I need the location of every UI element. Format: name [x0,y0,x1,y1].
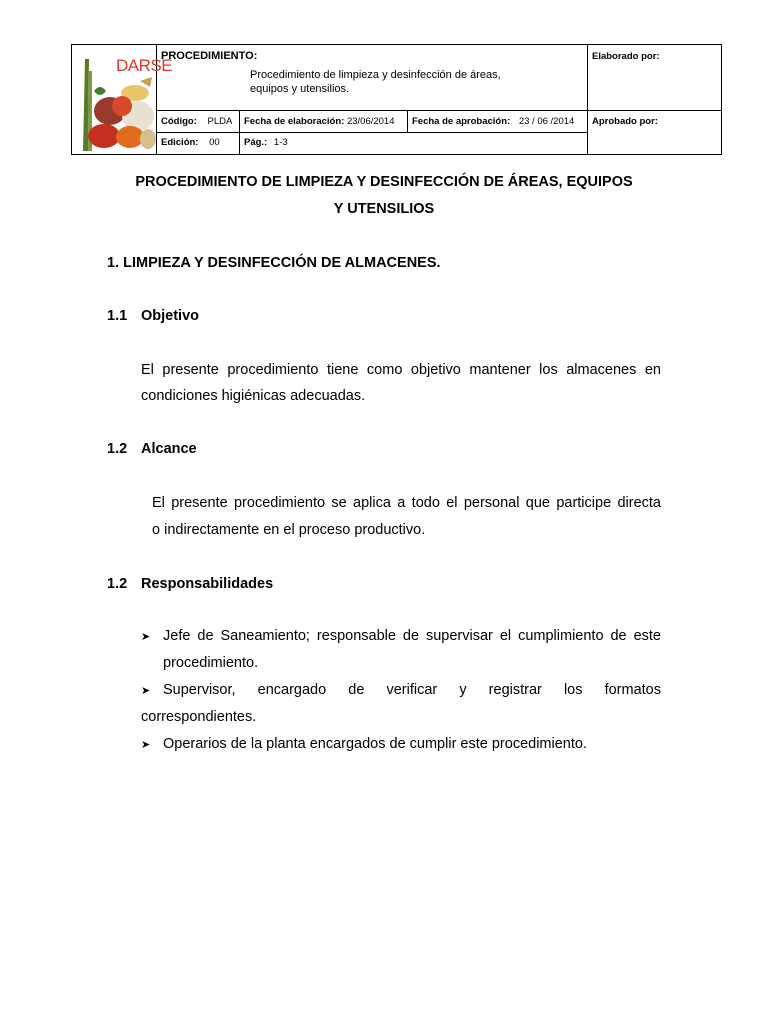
pagina-value: 1-3 [273,137,288,148]
edicion-field [161,137,220,149]
responsabilidad-1-line1: Jefe de Saneamiento; responsable de supervisar el cumplimiento de este [163,628,661,644]
document-title-line1: PROCEDIMIENTO DE LIMPIEZA Y DESINFECCIÓN DE ÁREAS, EQUIPOS [135,174,633,190]
section-1-heading: 1. LIMPIEZA Y DESINFECCIÓN DE ALMACENES. [107,255,441,271]
procedimiento-line1: Procedimiento de limpieza y desinfección de áreas, [250,69,501,81]
arrowhead-bullet-icon: ➤ [141,631,151,643]
arrowhead-bullet-icon: ➤ [141,685,151,697]
procedimiento-label: PROCEDIMIENTO: [161,50,258,62]
fecha-aprobacion-field [412,116,574,128]
section-1-2-heading: Alcance [141,441,197,457]
edicion-value: 00 [209,137,220,148]
section-1-2-number: 1.2 [107,441,128,457]
document-header-table [71,44,722,155]
pagina-field [244,137,288,149]
codigo-value: PLDA [207,116,233,127]
fecha-elaboracion-field [244,116,395,128]
elaborado-por-label: Elaborado por: [592,51,660,62]
table-divider [156,132,587,133]
fecha-aprobacion-value: 23 / 06 /2014 [518,116,575,127]
company-logo [80,51,173,151]
section-1-3-number: 1.2 [107,576,128,592]
alcance-text-line1: El presente procedimiento se aplica a todo el personal que participe directa [152,495,661,511]
arrowhead-bullet-icon: ➤ [141,739,151,751]
aprobado-por-label: Aprobado por: [592,116,658,127]
objetivo-text-line1: El presente procedimiento tiene como objetivo mantener los almacenes en [141,362,661,378]
table-divider [407,110,408,132]
document-title-line2: Y UTENSILIOS [333,201,435,217]
fecha-elaboracion-label: Fecha de elaboración: [244,116,345,127]
responsabilidad-1-line2: procedimiento. [163,655,259,671]
edicion-label: Edición: [161,137,199,148]
table-divider [156,110,721,111]
section-1-1-heading: Objetivo [141,308,200,324]
table-divider [587,45,588,154]
fecha-elaboracion-value: 23/06/2014 [346,116,395,127]
pagina-label: Pág.: [244,137,268,148]
objetivo-text-line2: condiciones higiénicas adecuadas. [141,388,366,404]
codigo-label: Código: [161,116,197,127]
responsabilidad-2-line1: Supervisor, encargado de verificar y registrar los formatos [163,682,661,698]
responsabilidad-3-line1: Operarios de la planta encargados de cumplir este procedimiento. [163,736,587,752]
responsabilidad-2-line2: correspondientes. [141,709,257,725]
codigo-field [161,116,232,128]
alcance-text-line2: o indirectamente en el proceso productivo. [152,522,426,538]
procedimiento-line2: equipos y utensilios. [250,83,350,95]
logo-text: DARSE [116,56,173,75]
section-1-1-number: 1.1 [107,308,128,324]
fecha-aprobacion-label: Fecha de aprobación: [412,116,511,127]
section-1-3-heading: Responsabilidades [141,576,274,592]
